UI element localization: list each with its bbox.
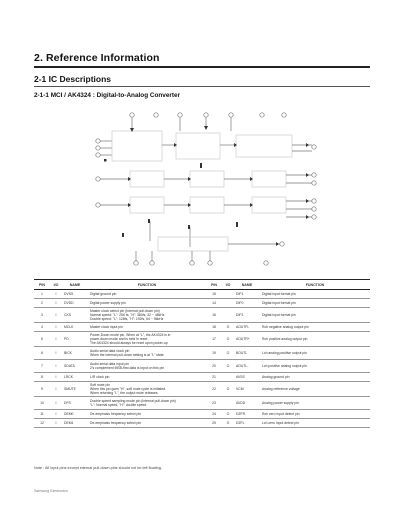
pin-name-cell: SMUTE <box>62 382 88 397</box>
function-cell <box>88 347 206 360</box>
function-cell <box>260 410 370 419</box>
function-cell <box>260 299 370 308</box>
io-cell: O <box>222 332 234 347</box>
function-cell <box>88 410 206 419</box>
function-cell <box>88 373 206 382</box>
pin-number-cell: 20 <box>206 360 222 373</box>
io-cell <box>222 308 234 323</box>
table-row <box>34 308 370 323</box>
function-cell <box>88 419 206 428</box>
function-line: L/R clock pin <box>90 374 110 379</box>
header-function-left: FUNCTION <box>88 280 206 290</box>
function-line: Rch positive analog output pin <box>262 336 308 341</box>
function-line: When this pin goes "H", soft mute cycle is initiated. <box>90 386 167 391</box>
pin-number-cell: 7 <box>34 360 50 373</box>
pin-name-cell: DVSS <box>62 290 88 299</box>
function-line: Audio serial data input pin <box>90 361 130 366</box>
section-rule <box>34 86 370 87</box>
function-line: Power-Down mode pin. When at "L", the AK4324 is in <box>90 332 171 337</box>
function-line: Master clock select pin (Internal pull-down pin) <box>90 308 160 313</box>
io-cell <box>222 397 234 410</box>
function-line: Normal speed: "L": 256 fs, "H": 384fs, 32 ~ 48kHz <box>90 312 165 317</box>
table-row <box>34 410 370 419</box>
pin-name-cell: AVSS <box>234 373 260 382</box>
io-cell: O <box>222 410 234 419</box>
function-line: Soft mute pin <box>90 382 110 387</box>
function-cell <box>88 332 206 347</box>
block-diagram <box>40 101 370 273</box>
pin-name-cell: AOUTR+ <box>234 332 260 347</box>
pin-name-cell: DVDD <box>62 299 88 308</box>
pin-name-cell: DIF0 <box>234 299 260 308</box>
pin-name-cell: SDATA <box>62 360 88 373</box>
section-title: 2-1 IC Descriptions <box>34 74 111 84</box>
function-line: 2's complement MSB-first data is input on this pin <box>90 366 165 370</box>
function-cell <box>88 382 206 397</box>
pin-name-cell: AOUTR- <box>234 323 260 332</box>
header-name-right: NAME <box>234 280 260 290</box>
function-line: Digital input format pin <box>262 300 296 305</box>
function-line: When the internal pull-down setting is at "L" state <box>90 353 164 357</box>
pin-number-cell: 4 <box>34 323 50 332</box>
function-cell <box>260 347 370 360</box>
io-cell: O <box>222 347 234 360</box>
function-line: Double speed sampling mode pin (Internal pull-down pin) <box>90 398 176 403</box>
pin-name-cell: VCM <box>234 382 260 397</box>
table-row <box>34 373 370 382</box>
io-cell: O <box>222 360 234 373</box>
function-line: power-down mode and is held in reset. <box>90 336 149 341</box>
function-line: Analog ground pin <box>262 374 290 379</box>
pin-name-cell: DZFL <box>234 419 260 428</box>
pin-number-cell: 9 <box>34 382 50 397</box>
pin-name-cell: CKS <box>62 308 88 323</box>
pin-number-cell: 8 <box>34 373 50 382</box>
pin-name-cell: PD <box>62 332 88 347</box>
io-cell: I <box>50 299 62 308</box>
io-cell: I <box>50 397 62 410</box>
pin-number-cell: 3 <box>34 308 50 323</box>
pin-name-cell: AVDD <box>234 397 260 410</box>
pin-name-cell: MCLK <box>62 323 88 332</box>
function-cell <box>88 397 206 410</box>
pin-number-cell: 17 <box>206 332 222 347</box>
table-body <box>34 290 370 428</box>
page-footer: Samsung Electronics <box>34 489 68 493</box>
table-note: Note : All input pins except internal pull-down pins should not be left floating. <box>34 466 162 470</box>
function-line: The AK4324 should always be reset upon power-up <box>90 341 168 346</box>
function-line: "L": Normal speed, "H": double speed <box>90 403 147 407</box>
pin-name-cell: DIF1 <box>234 290 260 299</box>
pin-number-cell: 6 <box>34 347 50 360</box>
function-line: Lch analog positive output pin <box>262 350 307 355</box>
io-cell: I <box>50 410 62 419</box>
io-cell: I <box>50 419 62 428</box>
function-line: Master clock input pin <box>90 324 123 329</box>
pin-name-cell: BOUTL <box>234 347 260 360</box>
function-cell <box>260 419 370 428</box>
function-line: De-emphasis frequency select pin <box>90 420 142 425</box>
table-row <box>34 332 370 347</box>
function-line: Digital power supply pin <box>90 300 126 305</box>
function-cell <box>260 323 370 332</box>
pin-number-cell: 24 <box>206 410 222 419</box>
io-cell: I <box>50 360 62 373</box>
pin-number-cell: 15 <box>206 290 222 299</box>
io-cell: I <box>50 290 62 299</box>
function-cell <box>88 290 206 299</box>
function-cell <box>260 382 370 397</box>
pin-name-cell: DEM0 <box>62 410 88 419</box>
header-function-right: FUNCTION <box>260 280 370 290</box>
io-cell <box>222 290 234 299</box>
pin-number-cell: 5 <box>34 332 50 347</box>
function-cell <box>260 397 370 410</box>
function-line: Lch positive analog output pin <box>262 363 307 368</box>
pin-number-cell: 16 <box>206 308 222 323</box>
function-cell <box>260 308 370 323</box>
io-cell: O <box>222 382 234 397</box>
pin-number-cell: 2 <box>34 299 50 308</box>
pin-number-cell: 14 <box>206 299 222 308</box>
pin-number-cell: 11 <box>34 410 50 419</box>
io-cell: I <box>50 308 62 323</box>
table-row <box>34 290 370 299</box>
io-cell: I <box>50 382 62 397</box>
header-pin-left: PIN <box>34 280 50 290</box>
header-name-left: NAME <box>62 280 88 290</box>
table-row <box>34 419 370 428</box>
io-cell: I <box>50 347 62 360</box>
function-line: Audio serial data clock pin <box>90 348 130 353</box>
function-cell <box>88 360 206 373</box>
table-row <box>34 347 370 360</box>
pin-number-cell: 23 <box>206 397 222 410</box>
pin-name-cell: BICK <box>62 347 88 360</box>
pin-number-cell: 25 <box>206 419 222 428</box>
io-cell: I <box>50 373 62 382</box>
io-cell: O <box>222 419 234 428</box>
function-line: Rch negative analog output pin <box>262 324 309 329</box>
header-pin-right: PIN <box>206 280 222 290</box>
function-cell <box>88 299 206 308</box>
pin-name-cell: AOUTL- <box>234 360 260 373</box>
pin-number-cell: 22 <box>206 382 222 397</box>
function-line: Digital ground pin <box>90 291 117 296</box>
chapter-rule <box>34 66 370 68</box>
pin-name-cell: DZFR <box>234 410 260 419</box>
table-row <box>34 299 370 308</box>
function-line: De-emphasis frequency select pin <box>90 411 142 416</box>
function-cell <box>88 323 206 332</box>
function-line: Lch zero input detect pin <box>262 420 299 425</box>
io-cell <box>222 373 234 382</box>
subsection-title: 2-1-1 MCI / AK4324 : Digital-to-Analog Converter <box>34 92 181 99</box>
table-row <box>34 360 370 373</box>
pin-number-cell: 1 <box>34 290 50 299</box>
function-cell <box>260 360 370 373</box>
pin-number-cell: 10 <box>34 397 50 410</box>
table-row <box>34 323 370 332</box>
header-io-right: I/O <box>222 280 234 290</box>
function-line: Digital input format pin <box>262 312 296 317</box>
function-line: Double speed: "L": 128fs, "H": 192fs, 64 ~ 96kHz <box>90 317 164 322</box>
function-line: Analog reference voltage <box>262 386 300 391</box>
pin-number-cell: 21 <box>206 373 222 382</box>
function-line: Digital input format pin <box>262 291 296 296</box>
pin-name-cell: DIF2 <box>234 308 260 323</box>
pin-description-table <box>34 279 370 428</box>
chapter-title: 2. Reference Information <box>34 52 160 64</box>
pin-name-cell: LRCK <box>62 373 88 382</box>
function-line: When returning "L", the output mute releases. <box>90 391 159 396</box>
function-cell <box>260 290 370 299</box>
io-cell <box>222 299 234 308</box>
io-cell: I <box>50 332 62 347</box>
pin-number-cell: 19 <box>206 347 222 360</box>
table-header-row <box>34 280 370 290</box>
function-cell <box>260 332 370 347</box>
table-row <box>34 397 370 410</box>
function-line: Analog power supply pin <box>262 400 299 405</box>
pin-number-cell: 12 <box>34 419 50 428</box>
function-cell <box>88 308 206 323</box>
io-cell: O <box>222 323 234 332</box>
pin-name-cell: DFS <box>62 397 88 410</box>
pin-name-cell: DEM1 <box>62 419 88 428</box>
header-io-left: I/O <box>50 280 62 290</box>
table-row <box>34 382 370 397</box>
io-cell: I <box>50 323 62 332</box>
function-cell <box>260 373 370 382</box>
function-line: Rch zero input detect pin <box>262 411 300 416</box>
pin-number-cell: 18 <box>206 323 222 332</box>
